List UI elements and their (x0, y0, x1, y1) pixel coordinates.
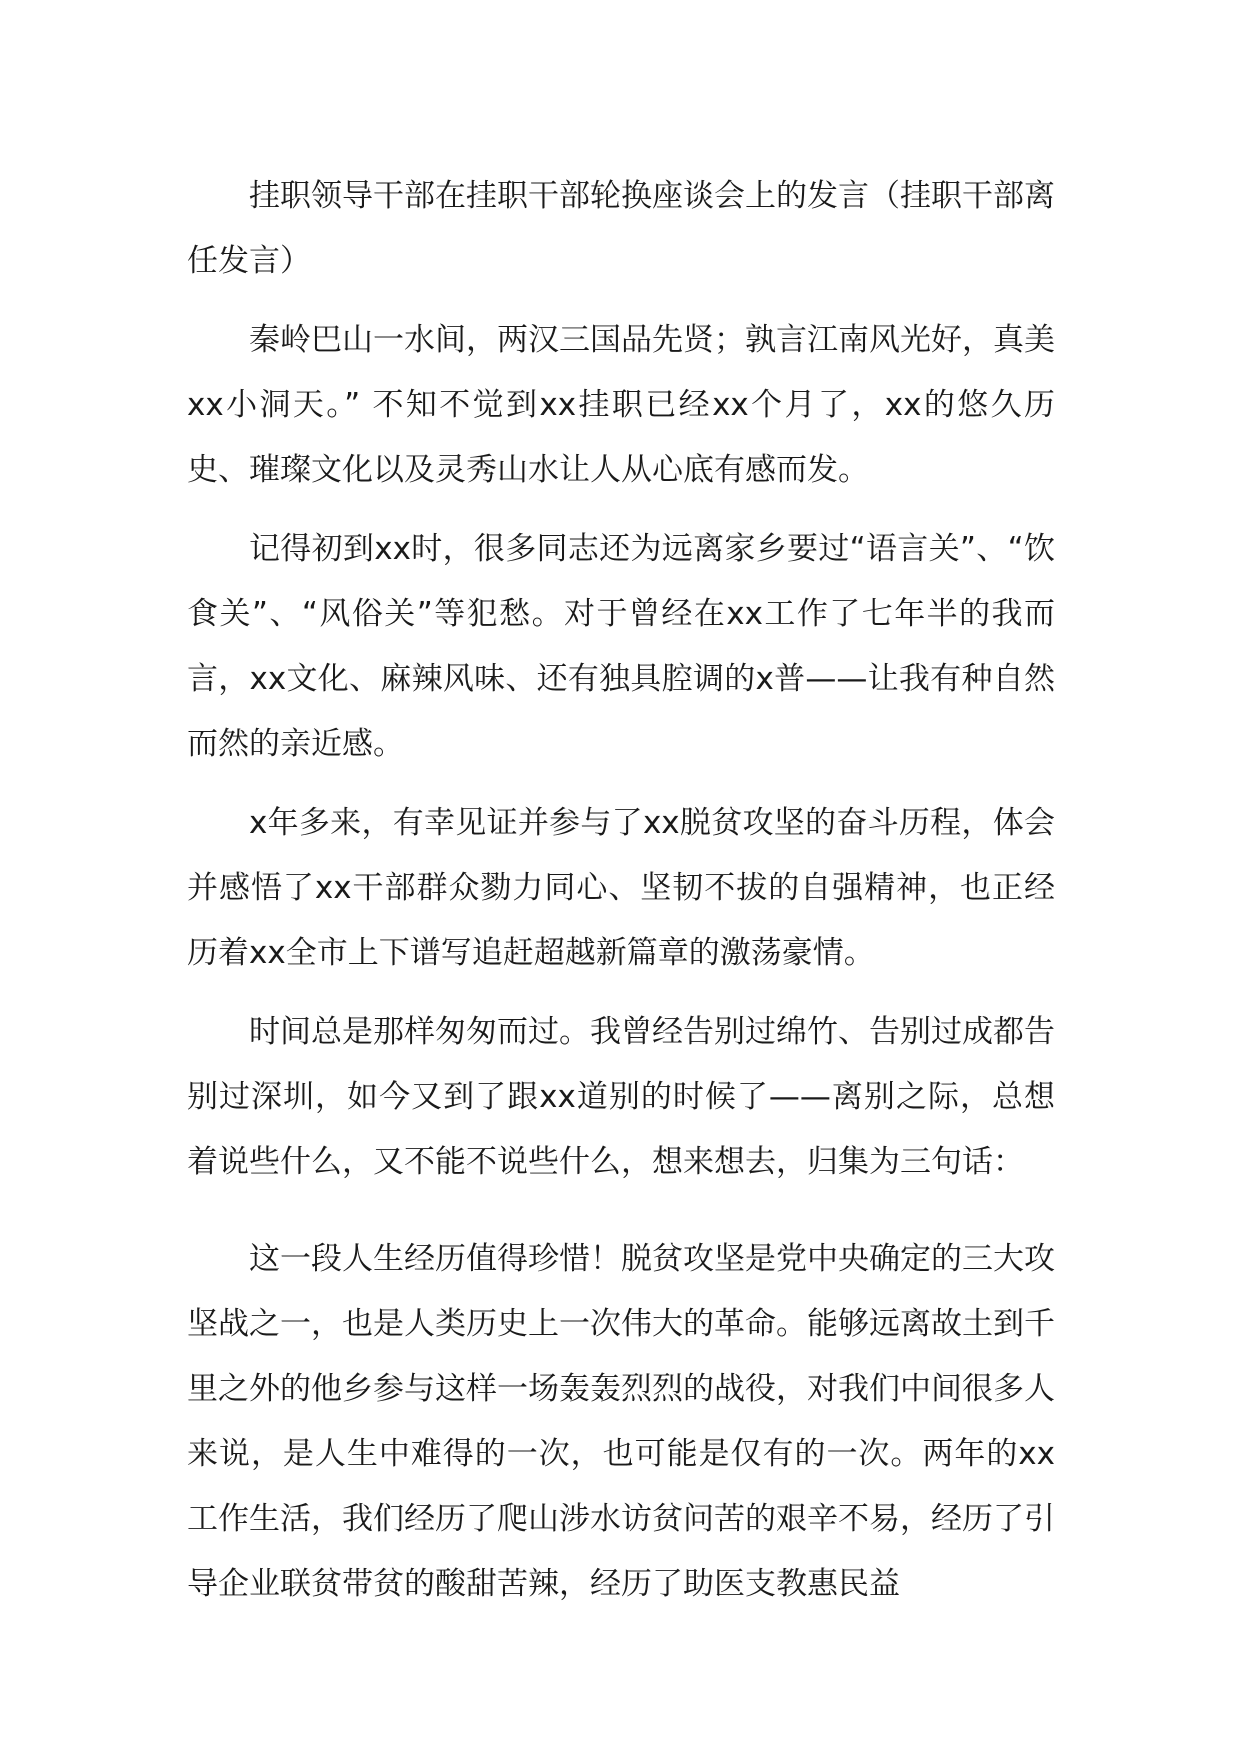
paragraph: x年多来，有幸见证并参与了xx脱贫攻坚的奋斗历程，体会并感悟了xx干部群众勠力同心、坚韧不拔的自强精神，也正经历着xx全市上下谱写追赶超越新篇章的激荡豪情。 (187, 805, 1055, 971)
document-title: 挂职领导干部在挂职干部轮换座谈会上的发言（挂职干部离任发言） (187, 178, 1055, 279)
paragraph: 这一段人生经历值得珍惜！脱贫攻坚是党中央确定的三大攻坚战之一，也是人类历史上一次伟大的革命。能够远离故土到千里之外的他乡参与这样一场轰轰烈烈的战役，对我们中间很多人来说，是人生中难得的一次，也可能是仅有的一次。两年的xx工作生活，我们经历了爬山涉水访贫问苦的艰辛不易，经历了引导企业联贫带贫的酸甜苦辣，经历了助医支教惠民益 (187, 1241, 1055, 1602)
paragraph: 秦岭巴山一水间，两汉三国品先贤；孰言江南风光好，真美xx小洞天。” 不知不觉到xx挂职已经xx个月了，xx的悠久历史、璀璨文化以及灵秀山水让人从心底有感而发。 (187, 322, 1055, 488)
document-body (187, 164, 1055, 1617)
paragraph: 时间总是那样匆匆而过。我曾经告别过绵竹、告别过成都告别过深圳，如今又到了跟xx道别的时候了——离别之际，总想着说些什么，又不能不说些什么，想来想去，归集为三句话： (187, 1014, 1055, 1180)
paragraph: 记得初到xx时，很多同志还为远离家乡要过“语言关”、“饮食关”、“风俗关”等犯愁。对于曾经在xx工作了七年半的我而言，xx文化、麻辣风味、还有独具腔调的x普——让我有种自然而然的亲近感。 (187, 531, 1055, 762)
